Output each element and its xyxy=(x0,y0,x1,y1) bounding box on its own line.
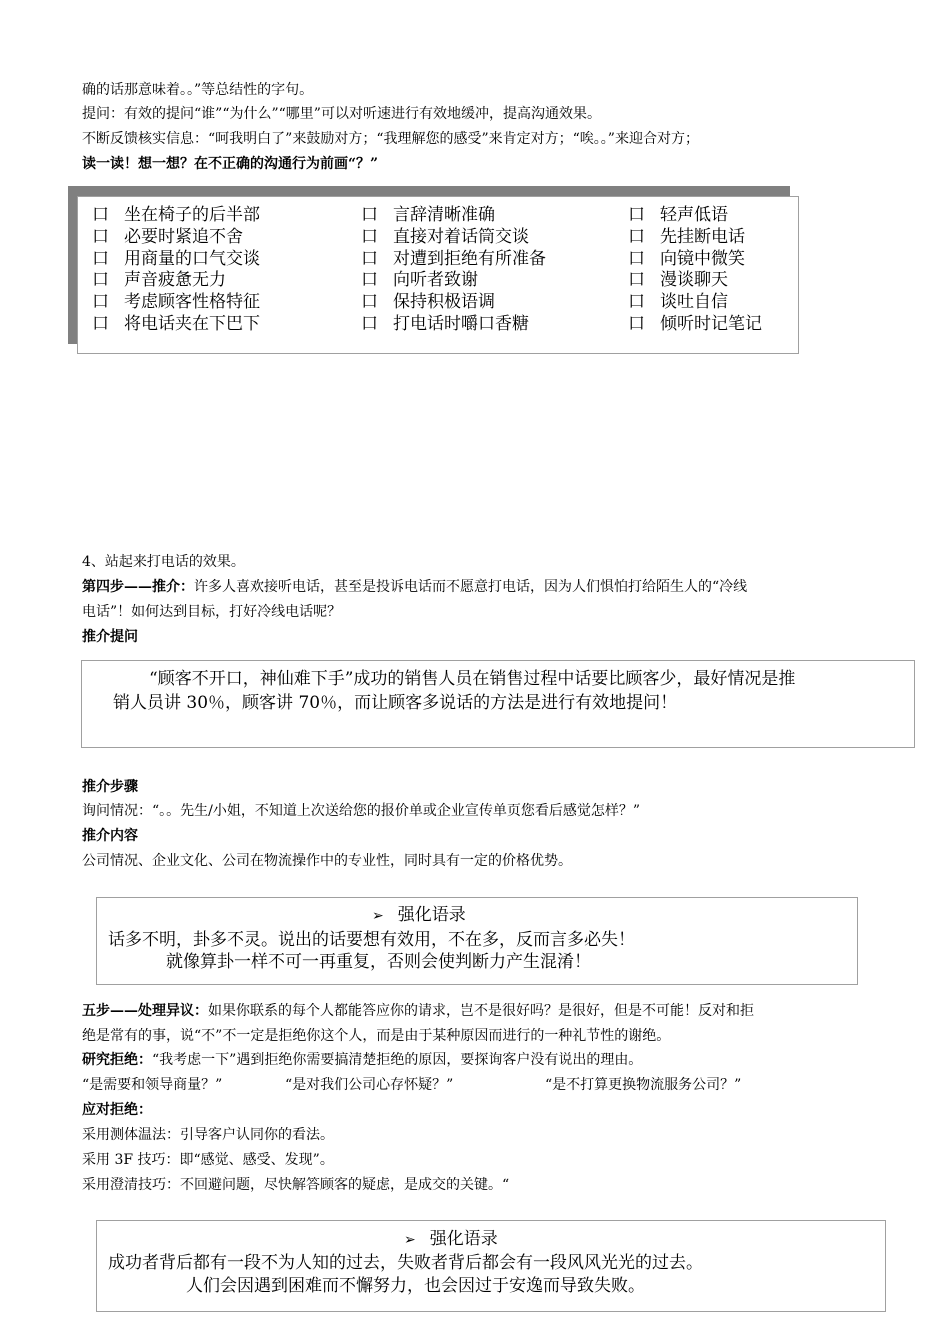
checkbox-icon[interactable]: 口 xyxy=(361,270,378,291)
checklist-item[interactable] xyxy=(361,292,546,314)
pitch-steps-heading: 推介步骤 xyxy=(82,779,138,795)
checkbox-icon[interactable]: 口 xyxy=(361,226,378,247)
reinforcement-line-2b: 人们会因遇到困难而不懈努力，也会因过于安逸而导致失败。 xyxy=(186,1276,645,1296)
checkbox-icon[interactable]: 口 xyxy=(92,270,109,291)
respond-method-1: 采用测体温法：引导客户认同你的看法。 xyxy=(82,1127,334,1143)
pitch-content-heading: 推介内容 xyxy=(82,828,138,844)
checklist-item-label: 谈吐自信 xyxy=(660,292,728,313)
checkbox-icon[interactable]: 口 xyxy=(92,226,109,247)
step4-body1: 许多人喜欢接听电话，甚至是投诉电话而不愿意打电话，因为人们惧怕打给陌生人的“冷线 xyxy=(194,579,748,595)
checklist-column-1 xyxy=(92,205,260,336)
checkbox-icon[interactable]: 口 xyxy=(361,313,378,334)
checklist-item[interactable] xyxy=(361,314,546,336)
checklist-item-label: 用商量的口气交谈 xyxy=(124,248,260,269)
research-text: “我考虑一下”遇到拒绝你需要搞清楚拒绝的原因，要探询客户没有说出的理由。 xyxy=(152,1052,643,1068)
checklist-item[interactable] xyxy=(361,249,546,271)
paragraph-questioning: 提问：有效的提问“谁”“为什么”“哪里”可以对听速进行有效地缓冲，提高沟通效果。 xyxy=(82,106,601,122)
step4-title: 第四步——推介： xyxy=(82,579,194,595)
reinforcement-line-2a: 成功者背后都有一段不为人知的过去，失败者背后都会有一段风风光光的过去。 xyxy=(108,1253,703,1273)
reinforcement-line-1a: 话多不明，卦多不灵。说出的话要想有效用，不在多，反而言多必失！ xyxy=(108,930,635,950)
step5-body1: 如果你联系的每个人都能答应你的请求，岂不是很好吗？是很好，但是不可能！反对和拒 xyxy=(208,1003,754,1019)
refusal-question-2: “是对我们公司心存怀疑？” xyxy=(285,1077,454,1093)
arrow-icon: ➢ xyxy=(404,1232,416,1248)
reinforcement-box-1 xyxy=(96,897,858,985)
reinforcement-title-1: ➢ 强化语录 xyxy=(372,905,466,925)
checklist-item-label: 必要时紧追不舍 xyxy=(124,226,243,247)
refusal-question-3: “是不打算更换物流服务公司？” xyxy=(545,1077,742,1093)
checklist-item-label: 倾听时记笔记 xyxy=(660,313,762,334)
checklist-item-label: 向镜中微笑 xyxy=(660,248,745,269)
checklist-item[interactable] xyxy=(361,270,546,292)
checkbox-icon[interactable]: 口 xyxy=(92,248,109,269)
respond-method-2: 采用 3F 技巧：即“感觉、感受、发现”。 xyxy=(82,1152,334,1168)
checklist-item[interactable] xyxy=(628,292,762,314)
checkbox-icon[interactable]: 口 xyxy=(361,248,378,269)
checklist-item-label: 将电话夹在下巴下 xyxy=(124,313,260,334)
respond-method-3: 采用澄清技巧：不回避问题，尽快解答顾客的疑虑，是成交的关键。“ xyxy=(82,1177,510,1193)
reinforcement-box-2 xyxy=(96,1220,886,1312)
checklist-item-label: 对遭到拒绝有所准备 xyxy=(393,248,546,269)
checklist-item[interactable] xyxy=(628,249,762,271)
checkbox-icon[interactable]: 口 xyxy=(361,292,378,313)
checklist-item[interactable] xyxy=(628,314,762,336)
checkbox-icon[interactable]: 口 xyxy=(361,205,378,225)
respond-refusal-heading: 应对拒绝： xyxy=(82,1102,152,1118)
step5-body2: 绝是常有的事，说“不”不一定是拒绝你这个人，而是由于某种原因而进行的一种礼节性的谢绝。 xyxy=(82,1028,671,1044)
step5-paragraph-line1 xyxy=(82,1001,754,1021)
checklist-item[interactable] xyxy=(92,249,260,271)
reinforcement-line-1b: 就像算卦一样不可一再重复，否则会使判断力产生混淆！ xyxy=(166,952,591,972)
checklist-item[interactable] xyxy=(92,292,260,314)
pitch-quote-line1: “顾客不开口，神仙难下手”成功的销售人员在销售过程中话要比顾客少，最好情况是推 xyxy=(149,669,796,689)
checklist-item[interactable] xyxy=(628,270,762,292)
checklist-column-3 xyxy=(628,205,762,336)
checklist-item-label: 保持积极语调 xyxy=(393,292,495,313)
reinforcement-title-2: ➢ 强化语录 xyxy=(404,1229,498,1249)
checklist-item-label: 直接对着话筒交谈 xyxy=(393,226,529,247)
checkbox-icon[interactable]: 口 xyxy=(92,292,109,313)
checklist-item-label: 漫谈聊天 xyxy=(660,270,728,291)
checkbox-icon[interactable]: 口 xyxy=(628,313,645,334)
checklist-item[interactable] xyxy=(361,227,546,249)
point-4: 4、站起来打电话的效果。 xyxy=(82,554,245,570)
checklist-item[interactable] xyxy=(92,205,260,227)
checkbox-icon[interactable]: 口 xyxy=(628,270,645,291)
step5-title: 五步——处理异议： xyxy=(82,1003,208,1019)
checklist-panel xyxy=(77,196,799,354)
pitch-quote-box xyxy=(81,660,915,748)
pitch-steps-text: 询问情况：“。。先生/小姐，不知道上次送给您的报价单或企业宣传单页您看后感觉怎样？” xyxy=(82,803,641,819)
checkbox-icon[interactable]: 口 xyxy=(628,292,645,313)
checklist-item-label: 打电话时嚼口香糖 xyxy=(393,313,529,334)
step4-body2: 电话”！如何达到目标，打好冷线电话呢？ xyxy=(82,604,342,620)
checklist-column-2 xyxy=(361,205,546,336)
refusal-question-1: “是需要和领导商量？” xyxy=(82,1077,223,1093)
checklist-item-label: 声音疲惫无力 xyxy=(124,270,226,291)
checklist-item-label: 向听者致谢 xyxy=(393,270,478,291)
arrow-icon: ➢ xyxy=(372,908,384,924)
step4-paragraph-line1 xyxy=(82,577,747,597)
checklist-item-label: 考虑顾客性格特征 xyxy=(124,292,260,313)
checklist-item[interactable] xyxy=(628,227,762,249)
checklist-item[interactable] xyxy=(628,205,762,227)
checkbox-icon[interactable]: 口 xyxy=(92,313,109,334)
checklist-item[interactable] xyxy=(92,227,260,249)
checkbox-icon[interactable]: 口 xyxy=(92,205,109,225)
checklist-item-label: 坐在椅子的后半部 xyxy=(124,205,260,225)
checkbox-icon[interactable]: 口 xyxy=(628,205,645,225)
pitch-content-text: 公司情况、企业文化、公司在物流操作中的专业性，同时具有一定的价格优势。 xyxy=(82,853,572,869)
checkbox-icon[interactable]: 口 xyxy=(628,248,645,269)
checklist-item-label: 先挂断电话 xyxy=(660,226,745,247)
checklist-heading: 读一读！想一想？在不正确的沟通行为前画“？” xyxy=(82,156,379,172)
paragraph-summary: 确的话那意味着。。”等总结性的字句。 xyxy=(82,82,314,98)
pitch-question-heading: 推介提问 xyxy=(82,629,138,645)
checklist-item-label: 轻声低语 xyxy=(660,205,728,225)
pitch-quote-line2: 销人员讲 30％，顾客讲 70％，而让顾客多说话的方法是进行有效地提问！ xyxy=(113,693,678,713)
checklist-item[interactable] xyxy=(361,205,546,227)
checkbox-icon[interactable]: 口 xyxy=(628,226,645,247)
checklist-item[interactable] xyxy=(92,270,260,292)
checklist-item[interactable] xyxy=(92,314,260,336)
research-title: 研究拒绝： xyxy=(82,1052,152,1068)
checklist-item-label: 言辞清晰准确 xyxy=(393,205,495,225)
paragraph-feedback: 不断反馈核实信息：“呵我明白了”来鼓励对方；“我理解您的感受”来肯定对方；“唉。。”来迎合对方； xyxy=(82,131,699,147)
research-refusal-line xyxy=(82,1050,642,1070)
